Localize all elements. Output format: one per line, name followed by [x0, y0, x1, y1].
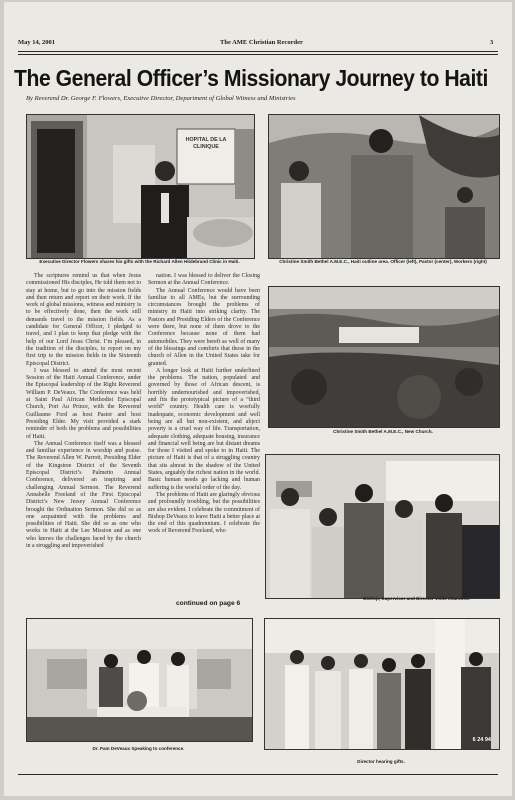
photo-director-gifts: [264, 618, 500, 750]
header-page-number: 3: [490, 39, 494, 46]
caption-church-officers: Christine Smith Bethel A.M.E.C., Haiti outline area. Officer (left), Pastor (center), Workers (right): [279, 259, 487, 264]
column-1-paragraph: The Annual Conference itself was a blessed and familiar experience in worship and praise. The Reverend Allen W. Parrott, Presiding Elder of the Kingstree District of the Seventh Episcopal District’s Palmetto Annual Conference, delivered an inspiring and challenging Annual Sermon. The Reverend Annabelle Freeland of the First Episcopal District’s New Jersey Annual Conference brought the Ordination Sermon. She did so as one acquainted with the problems and possibilities of Haiti. She did so as one who works in Haiti at the Lee Mission and as one who knows the challenges faced by the church in a struggling and impoverished: [26, 440, 141, 549]
article-byline: By Reverend Dr. George F. Flowers, Executive Director, Department of Global Witness and Ministries: [26, 95, 296, 102]
photo-church-officers: [268, 114, 500, 259]
article-column-2: [148, 273, 260, 536]
photo-new-church-image: [269, 287, 499, 427]
clinic-sign-text: HOPITAL DE LA CLINIQUE: [185, 137, 227, 150]
footer-rule: [18, 774, 498, 775]
caption-new-church: Christine Smith Bethel A.M.E.C., New Church.: [333, 429, 433, 434]
photo-director-gifts-image: [265, 619, 499, 749]
column-1-paragraph: The scriptures remind us that when Jesus commissioned His disciples, He told them not to stay at home, but to go into the mission fields and then return and report on their work. If the work of global missions, witness and ministry is to be effectively done, then the work still demands travel to the mission fields. As a candidate for General Officer, I pledged to travel, and I plan to keep that pledge with the help of our Lord Jesus Christ. I’m pleased, in the tradition of the disciples, to report on my first trip to the mission fields in the Sixteenth Episcopal District.: [26, 273, 141, 367]
header-publication: The AME Christian Recorder: [220, 39, 303, 46]
article-title: The General Officer’s Missionary Journey to Haiti: [14, 65, 488, 91]
column-1-paragraph: I was blessed to attend the most recent Session of the Haiti Annual Conference, under the Episcopal leadership of the Right Reverend William P. DeVeaux. The Conference was held at Saint Paul African Methodist Episcopal Church, Port Au Prince, with the Reverend Guillaume Ford as host Pastor and host Presiding Elder. My visit provided a stark reminder of both the problems and possibilities of Haiti.: [26, 367, 141, 440]
photo-new-church: [268, 286, 500, 428]
photo-conference-speaker-image: [27, 619, 252, 741]
newspaper-page: [4, 2, 512, 796]
header-rule: [18, 51, 498, 52]
photo-date-stamp: 6 24 94: [472, 737, 491, 743]
caption-conference-speaker: Dr. Pam DeVeaux Speaking to conference.: [92, 746, 185, 751]
photo-bishop-visit: [265, 454, 500, 599]
column-2-paragraph: The problems of Haiti are glaringly obvious and profoundly troubling, but the possibilities are also evident. I celebrate the commitment of Bishop DeVeaux to leave Haiti a better place at the end of this quadrennium. I celebrate the work of Reverend Freeland, who: [148, 491, 260, 535]
photo-conference-speaker: [26, 618, 253, 742]
photo-church-officers-image: [269, 115, 499, 258]
column-2-paragraph: The Annual Conference would have been familiar to all AMEs, but the surrounding circumstances brought the problems of ministry in Haiti into striking clarity. The Pastors and Presiding Elders of the Conference were there, but none of them drove to the Conference because none of them had automobiles. They were bereft as well of many of the blessings and comforts that those in the church of Allen in the United States take for granted.: [148, 287, 260, 367]
column-2-paragraph: A longer look at Haiti further underlined the problems. The nation, populated and governed by those of African descent, is horribly undernourished and impoverished, and fits the prototypical picture of a “third world” country. Health care is woefully inadequate, economic development and well being are all but non-existent, and abject poverty is a cruel way of life. Transportation, adequate clothing, adequate housing, insurance and financial well being are but distant dreams for those I visited and spoke to in Haiti. The picture of Haiti is that of a struggling country that sits almost in the shadow of the United States, arguably the richest nation in the world. Basic human needs go lacking and human suffering is the woeful order of the day.: [148, 367, 260, 491]
caption-clinic: Executive Director Flowers shares his gifts with the Richard Allen Hildebrand Clinic in Haiti.: [39, 259, 240, 264]
article-column-1: [26, 273, 141, 550]
photo-clinic: [26, 114, 255, 259]
caption-director-gifts: Director hearing gifts.: [357, 759, 405, 764]
column-2-paragraph: nation. I was blessed to deliver the Closing Sermon at the Annual Conference.: [148, 273, 260, 287]
continued-link[interactable]: continued on page 6: [176, 600, 241, 607]
header-date: May 14, 2001: [18, 39, 56, 46]
photo-bishop-visit-image: [266, 455, 499, 598]
caption-bishop-visit: Bishop, Supervisor and Director visits churches.: [363, 596, 470, 601]
header-rule-thin: [18, 54, 498, 55]
